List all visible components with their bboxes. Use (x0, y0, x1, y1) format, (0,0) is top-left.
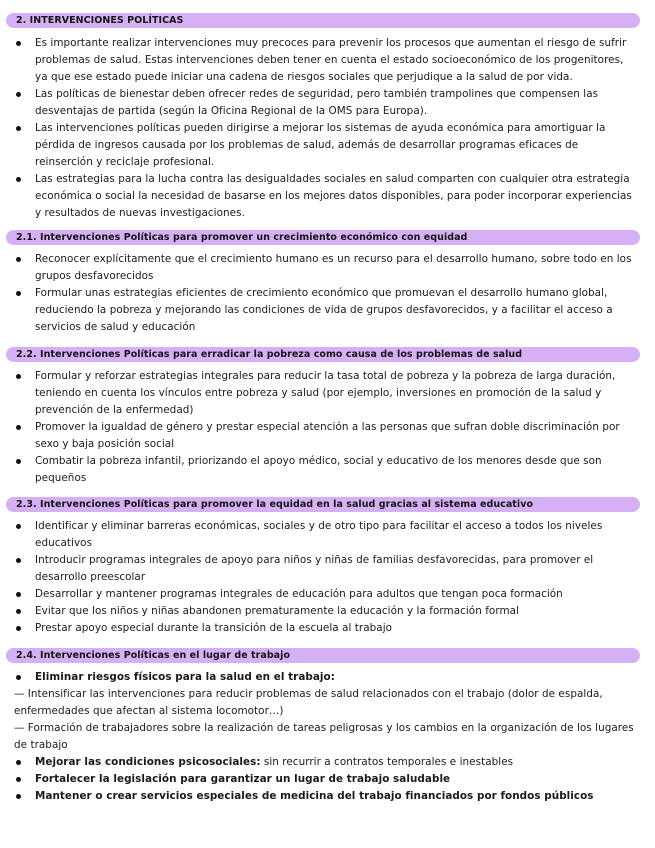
list-item: Reconocer explícitamente que el crecimiento humano es un recurso para el desarrollo humano, sobre todo en los grupos desfavorecidos (14, 251, 634, 285)
section-2-4-header: 2.4. Intervenciones Políticas en el lugar de trabajo (6, 648, 640, 663)
list-item: Identificar y eliminar barreras económicas, sociales y de otro tipo para facilitar el acceso a todos los niveles educativos (14, 518, 634, 552)
list-item: Formular unas estrategias eficientes de crecimiento económico que promuevan el desarrollo humano global, reduciendo la pobreza y mejorando las condiciones de vida de grupos desfavorecidos, y a facilitar el acceso a servicios de salud y educación (14, 285, 634, 336)
list-item (14, 754, 634, 771)
list-item: Formular y reforzar estrategias integrales para reducir la tasa total de pobreza y la pobreza de larga duración, teniendo en cuenta los vínculos entre pobreza y salud (por ejemplo, inversiones en promoción de la salud y prevención de la enfermedad) (14, 368, 634, 419)
list-item: Fortalecer la legislación para garantizar un lugar de trabajo saludable (14, 771, 634, 788)
section-2-2-list (14, 368, 634, 487)
list-item: Prestar apoyo especial durante la transición de la escuela al trabajo (14, 620, 634, 637)
list-item: Mantener o crear servicios especiales de medicina del trabajo financiados por fondos públicos (14, 788, 634, 805)
list-item: Introducir programas integrales de apoyo para niños y niñas de familias desfavorecidas, para promover el desarrollo preescolar (14, 552, 634, 586)
list-item: Eliminar riesgos físicos para la salud en el trabajo: (14, 669, 634, 686)
list-item: Desarrollar y mantener programas integrales de educación para adultos que tengan poca formación (14, 586, 634, 603)
list-item: Es importante realizar intervenciones muy precoces para prevenir los procesos que aumentan el riesgo de sufrir problemas de salud. Estas intervenciones deben tener en cuenta el estado socioeconómico de los progenitores, ya que ese estado puede iniciar una cadena de riesgos sociales que perjudique a la salud de por vida. (14, 35, 634, 86)
list-item: Promover la igualdad de género y prestar especial atención a las personas que sufran doble discriminación por sexo y baja posición social (14, 419, 634, 453)
list-item: Combatir la pobreza infantil, priorizando el apoyo médico, social y educativo de los menores desde que son pequeños (14, 453, 634, 487)
bold-lead: Mejorar las condiciones psicosociales: (35, 756, 261, 768)
section-2-list (14, 35, 634, 222)
list-item: Las estrategias para la lucha contra las desigualdades sociales en salud comparten con cualquier otra estrategia económica o social la necesidad de basarse en los mejores datos disponibles, para poder incorporar experiencias y resultados de nuevas investigaciones. (14, 171, 634, 222)
section-2-4-list-a (14, 669, 634, 686)
section-2-4-list-b (14, 754, 634, 805)
section-2-1-header: 2.1. Intervenciones Políticas para promover un crecimiento económico con equidad (6, 230, 640, 245)
section-2-3-header: 2.3. Intervenciones Políticas para promover la equidad en la salud gracias al sistema educativo (6, 497, 640, 512)
list-item: Las políticas de bienestar deben ofrecer redes de seguridad, pero también trampolines que compensen las desventajas de partida (según la Oficina Regional de la OMS para Europa). (14, 86, 634, 120)
section-2-1-list (14, 251, 634, 336)
dash-paragraph: — Formación de trabajadores sobre la realización de tareas peligrosas y los cambios en la organización de los lugares de trabajo (14, 722, 634, 751)
section-2-3-list (14, 518, 634, 637)
list-item: Las intervenciones políticas pueden dirigirse a mejorar los sistemas de ayuda económica para amortiguar la pérdida de ingresos causada por los problemas de salud, además de desarrollar programas eficaces de reinserción y reciclaje profesional. (14, 120, 634, 171)
section-2-2-header: 2.2. Intervenciones Políticas para erradicar la pobreza como causa de los problemas de salud (6, 347, 640, 362)
list-item: Evitar que los niños y niñas abandonen prematuramente la educación y la formación formal (14, 603, 634, 620)
dash-paragraph: — Intensificar las intervenciones para reducir problemas de salud relacionados con el trabajo (dolor de espalda, enfermedades que afectan al sistema locomotor…) (14, 688, 603, 717)
section-2-header: 2. INTERVENCIONES POLÍTICAS (6, 13, 640, 28)
lead-rest: sin recurrir a contratos temporales e inestables (260, 756, 514, 768)
